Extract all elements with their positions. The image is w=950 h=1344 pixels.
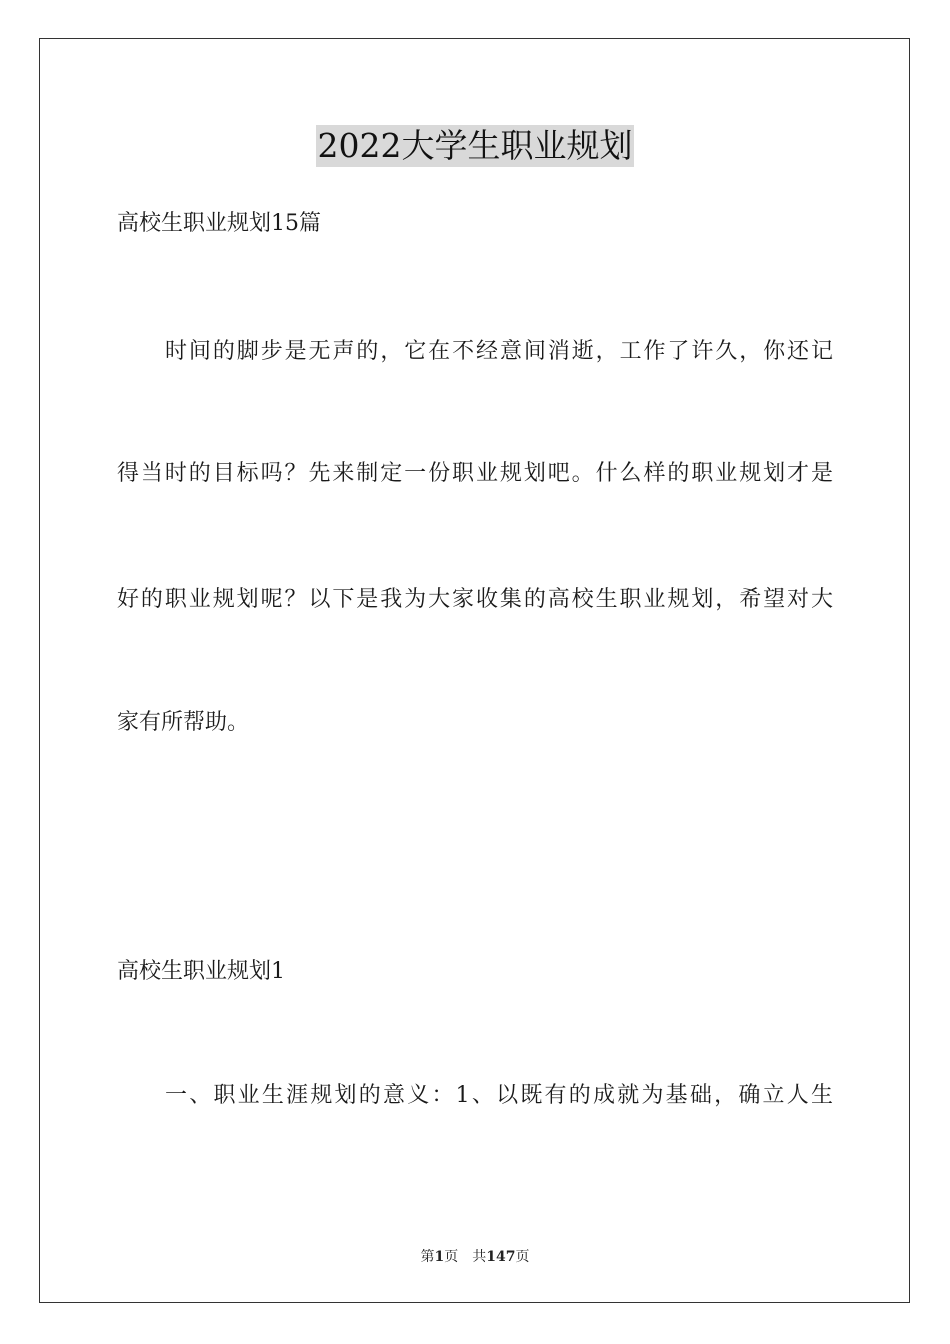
intro-line-1: 时间的脚步是无声的，它在不经意间消逝，工作了许久，你还记 — [165, 339, 833, 364]
footer-page-total: 147 — [486, 1249, 516, 1265]
footer-page-current: 1 — [434, 1249, 445, 1265]
footer-total-unit: 页 — [515, 1249, 530, 1265]
page-footer — [0, 1247, 950, 1267]
footer-total-prefix: 共 — [472, 1249, 487, 1265]
section-first-line: 一、职业生涯规划的意义：1、以既有的成就为基础，确立人生 — [165, 1083, 833, 1108]
footer-page-prefix: 第 — [420, 1249, 435, 1265]
intro-line-4: 家有所帮助。 — [117, 710, 250, 735]
title-block — [0, 125, 950, 167]
intro-line-3: 好的职业规划呢？以下是我为大家收集的高校生职业规划，希望对大 — [117, 587, 833, 612]
document-subtitle: 高校生职业规划15篇 — [117, 211, 321, 236]
intro-line-2: 得当时的目标吗？先来制定一份职业规划吧。什么样的职业规划才是 — [117, 461, 833, 486]
footer-page-unit: 页 — [444, 1249, 459, 1265]
section-heading: 高校生职业规划1 — [117, 959, 285, 984]
document-title: 2022大学生职业规划 — [317, 126, 633, 165]
